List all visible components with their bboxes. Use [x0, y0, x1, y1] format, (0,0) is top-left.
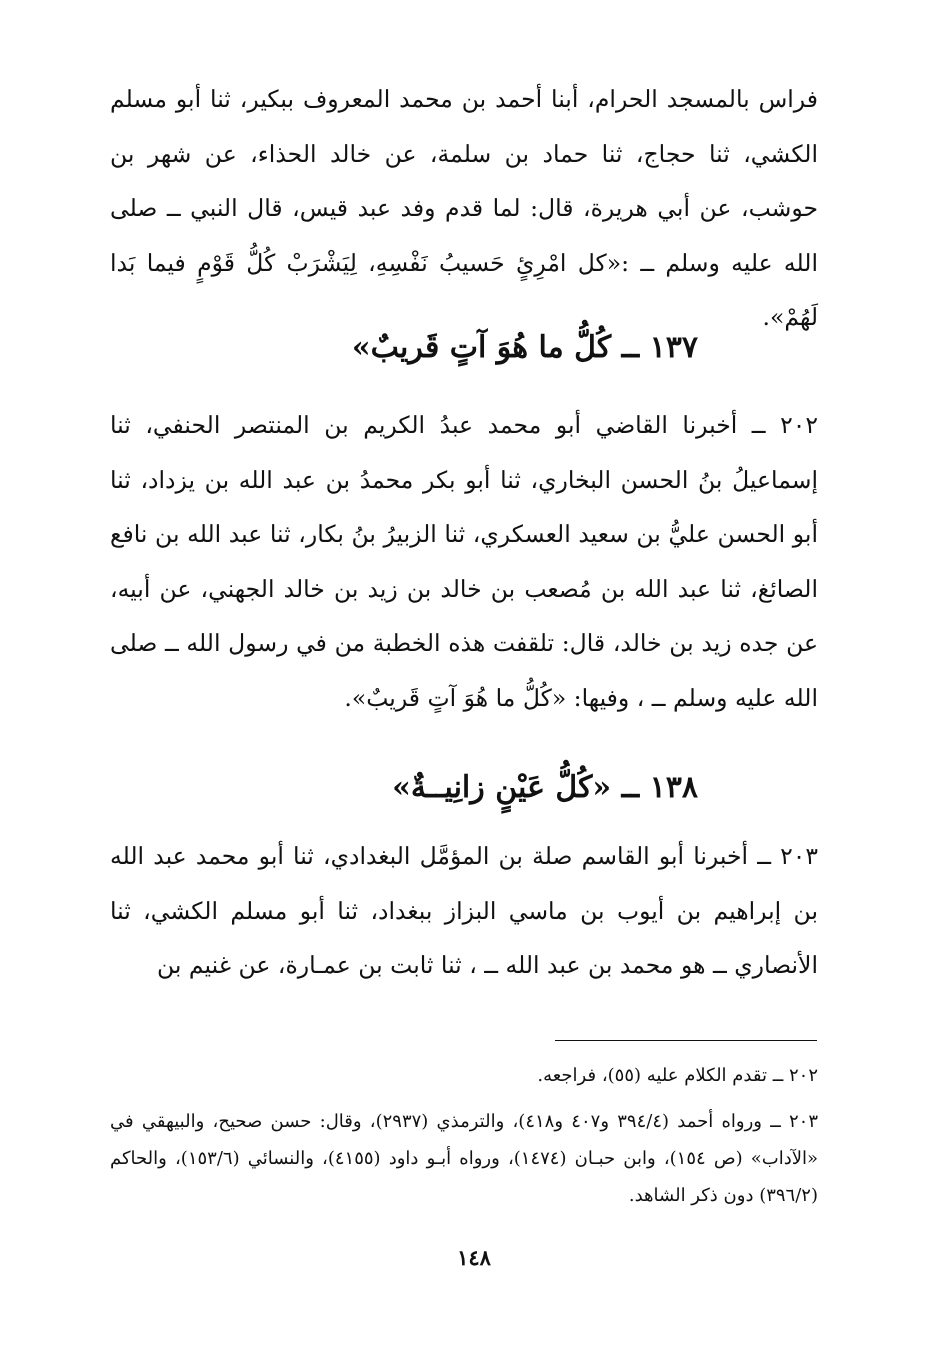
section-137-paragraph: ٢٠٢ ــ أخبرنا القاضي أبو محمد عبدُ الكريم بن المنتصر الحنفي، ثنا إسماعيلُ بنُ الحسن البخاري، ثنا أبو بكر محمدُ بن عبد الله بن يزداد، ثنا أبو الحسن عليُّ بن سعيد العسكري، ثنا الزبيرُ بنُ بكار، ثنا عبد الله بن نافع الصائغ، ثنا عبد الله بن مُصعب بن خالد بن زيد بن خالد الجهني، عن أبيه، عن جده زيد بن خالد، قال: تلقفت هذه الخطبة من في رسول الله ــ صلى الله عليه وسلم ــ ، وفيها: «كُلُّ ما هُوَ آتٍ قَريبٌ». — [110, 411, 818, 712]
page-number: ١٤٨ — [457, 1245, 491, 1270]
footnote-202: ٢٠٢ ــ تقدم الكلام عليه (٥٥)، فراجعه. — [537, 1065, 818, 1086]
section-138-heading: ١٣٨ ــ «كُلُّ عَيْنٍ زانِيــةٌ» — [392, 770, 698, 805]
section-138-paragraph: ٢٠٣ ــ أخبرنا أبو القاسم صلة بن المؤمَّل البغدادي، ثنا أبو محمد عبد الله بن إبراهيم بن أيوب بن ماسي البزاز ببغداد، ثنا أبو مسلم الكشي، ثنا الأنصاري ــ هو محمد بن عبد الله ــ ، ثنا ثابت بن عمـارة، عن غنيم بن — [110, 842, 818, 979]
footnote-203: ٢٠٣ ــ ورواه أحمد (٣٩٤/٤ و٤٠٧ و٤١٨)، والترمذي (٢٩٣٧)، وقال: حسن صحيح، والبيهقي في «الآداب» (ص ١٥٤)، وابن حبـان (١٤٧٤)، ورواه أبـو داود (٤١٥٥)، والنسائي (١٥٣/٦)، والحاكم (٣٩٦/٢) دون ذكر الشاهد. — [110, 1111, 819, 1206]
intro-paragraph: فراس بالمسجد الحرام، أبنا أحمد بن محمد المعروف ببكير، ثنا أبو مسلم الكشي، ثنا حجاج، ثنا حماد بن سلمة، عن خالد الحذاء، عن شهر بن حوشب، عن أبي هريرة، قال: لما قدم وفد عبد قيس، قال النبي ــ صلى الله عليه وسلم ــ :«كل امْرِئٍ حَسيبُ نَفْسِهِ، لِيَشْرَبْ كُلُّ قَوْمٍ فيما بَدا لَهُمْ». — [110, 85, 818, 331]
footnote-separator — [555, 1040, 817, 1041]
section-137-heading: ١٣٧ ــ كُلُّ ما هُوَ آتٍ قَريبٌ» — [351, 330, 698, 365]
